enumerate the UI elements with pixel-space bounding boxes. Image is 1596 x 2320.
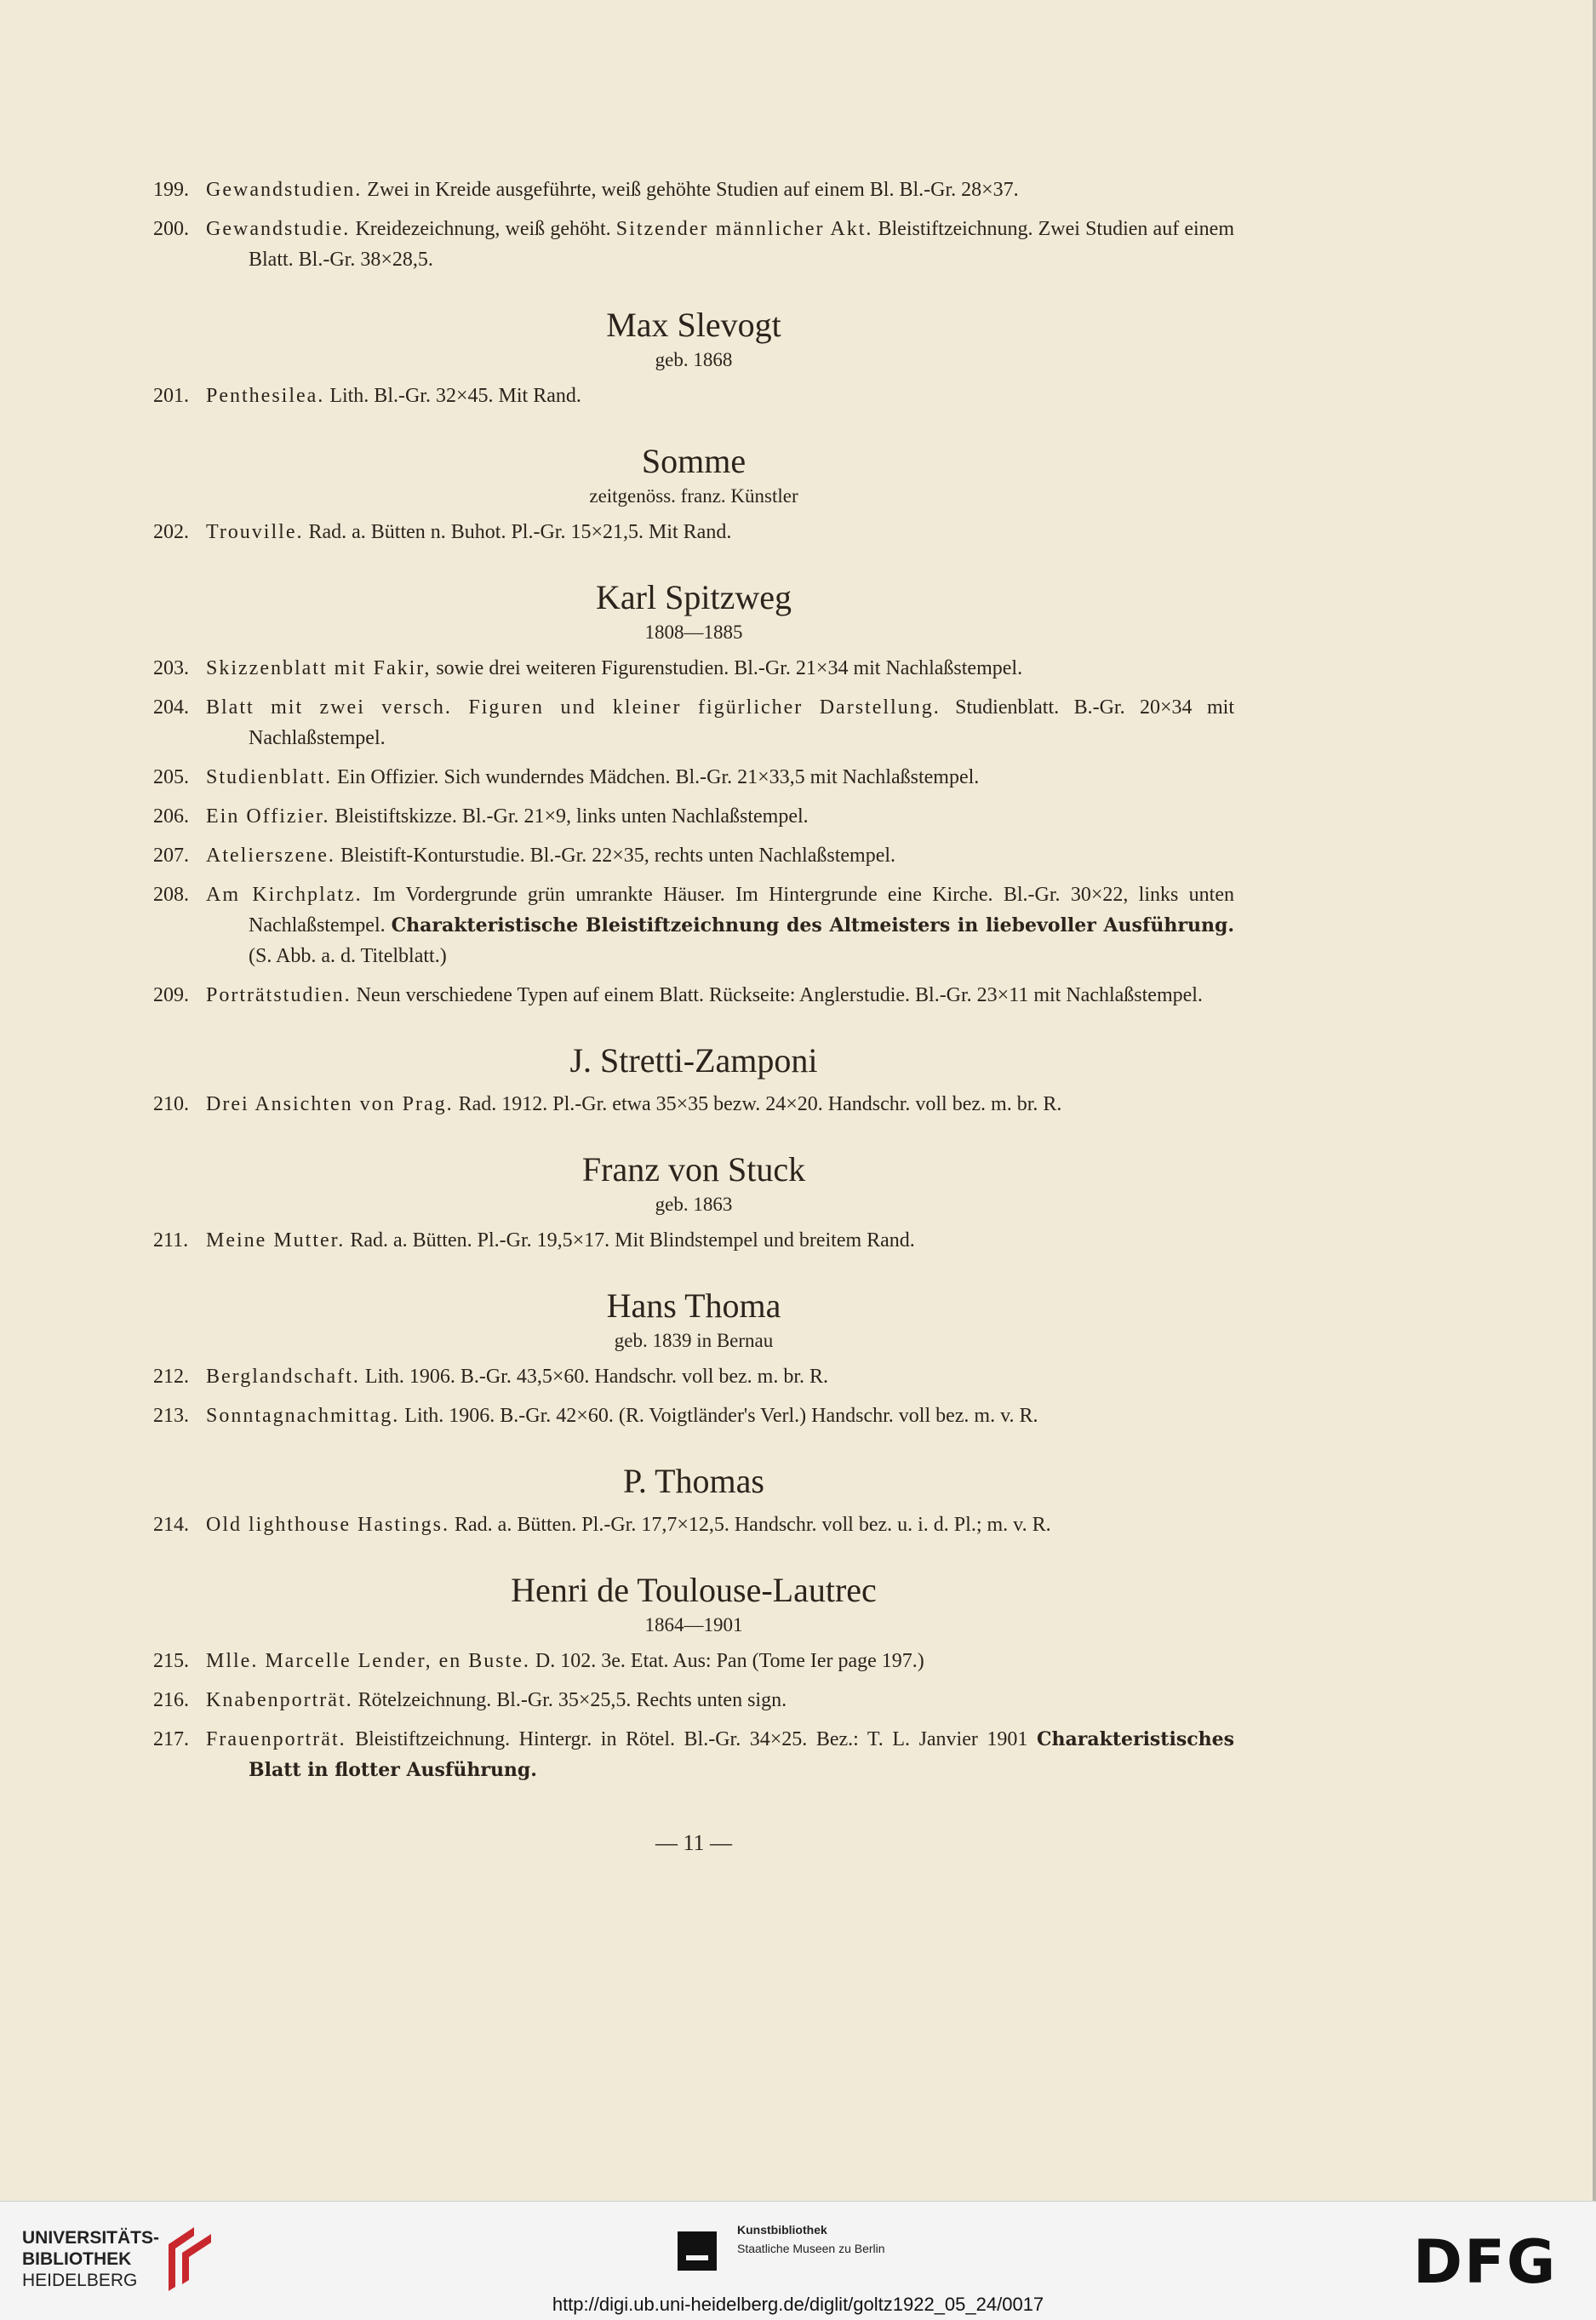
entry-199: 199. Gewandstudien. Zwei in Kreide ausgeführte, weiß gehöhte Studien auf einem Bl. Bl.-Gr. 28×37. — [153, 179, 1019, 201]
entry-202: 202. Trouville. Rad. a. Bütten n. Buhot. Pl.-Gr. 15×21,5. Mit Rand. — [153, 521, 732, 543]
artist-heading-thoma — [153, 1285, 1234, 1355]
entry-211: 211. Meine Mutter. Rad. a. Bütten. Pl.-Gr. 19,5×17. Mit Blindstempel und breitem Rand. — [153, 1229, 915, 1252]
entry-207: 207. Atelierszene. Bleistift-Konturstudie. Bl.-Gr. 22×35, rechts unten Nachlaßstempel. — [153, 845, 896, 867]
entry-204: 204. Blatt mit zwei versch. Figuren und kleiner figürlicher Darstellung. Studienblatt. B.-Gr. 20×34 mit Nachlaßstempel. — [153, 696, 1234, 749]
artist-heading-slevogt — [153, 304, 1234, 374]
entry-201: 201. Penthesilea. Lith. Bl.-Gr. 32×45. Mit Rand. — [153, 385, 581, 407]
permalink-url[interactable]: http://digi.ub.uni-heidelberg.de/diglit/goltz1922_05_24/0017 — [552, 2294, 1044, 2315]
dfg-logo[interactable]: DFG — [1413, 2227, 1558, 2297]
entry-212: 212. Berglandschaft. Lith. 1906. B.-Gr. 43,5×60. Handschr. voll bez. m. br. R. — [153, 1366, 829, 1388]
entry-210: 210. Drei Ansichten von Prag. Rad. 1912. Pl.-Gr. etwa 35×35 bezw. 24×20. Handschr. voll bez. m. br. R. — [153, 1093, 1062, 1115]
entry-200: 200. Gewandstudie. Kreidezeichnung, weiß gehöht. Sitzender männlicher Akt. Bleistiftzeichnung. Zwei Studien auf einem Blatt. Bl.-Gr. 38×28,5. — [153, 218, 1234, 271]
entry-216: 216. Knabenporträt. Rötelzeichnung. Bl.-Gr. 35×25,5. Rechts unten sign. — [153, 1689, 787, 1711]
artist-heading-thomas — [153, 1460, 1234, 1503]
artist-dates: geb. 1839 in Bernau — [614, 1330, 774, 1351]
artist-heading-stretti — [153, 1040, 1234, 1082]
artist-dates: geb. 1868 — [655, 349, 733, 370]
artist-name: J. Stretti-Zamponi — [569, 1041, 818, 1080]
university-library-logo[interactable]: UNIVERSITÄTS- BIBLIOTHEK HEIDELBERG — [22, 2228, 160, 2290]
artist-heading-stuck — [153, 1149, 1234, 1218]
kunstbibliothek-emblem-icon — [678, 2231, 717, 2271]
artist-name: Henri de Toulouse-Lautrec — [511, 1571, 877, 1609]
artist-dates: zeitgenöss. franz. Künstler — [589, 485, 798, 507]
entry-205: 205. Studienblatt. Ein Offizier. Sich wunderndes Mädchen. Bl.-Gr. 21×33,5 mit Nachlaßstempel. — [153, 766, 980, 788]
artist-name: Max Slevogt — [606, 306, 781, 344]
entry-213: 213. Sonntagnachmittag. Lith. 1906. B.-Gr. 42×60. (R. Voigtländer's Verl.) Handschr. voll bez. m. v. R. — [153, 1405, 1038, 1427]
artist-name: P. Thomas — [623, 1462, 764, 1500]
artist-heading-toulouse — [153, 1569, 1234, 1639]
artist-heading-somme — [153, 440, 1234, 510]
entry-215: 215. Mlle. Marcelle Lender, en Buste. D. 102. 3e. Etat. Aus: Pan (Tome Ier page 197.) — [153, 1650, 924, 1672]
artist-dates: 1808—1885 — [644, 622, 743, 643]
entry-208: 208. Am Kirchplatz. Im Vordergrunde grün umrankte Häuser. Im Hintergrunde eine Kirche. Bl.-Gr. 30×22, links unten Nachlaßstempel. Charakteristische Bleistiftzeichnung des Altmeisters in liebevoller Ausführung. (S. Abb. a. d. Titelblatt.) — [153, 884, 1234, 967]
viewer-footer: UNIVERSITÄTS- BIBLIOTHEK HEIDELBERG Kunstbibliothek Staatliche Museen zu Berlin DFG http://digi.ub.uni-heidelberg.de/diglit/goltz1922_05_24/0017 — [0, 2201, 1596, 2320]
artist-dates: 1864—1901 — [644, 1614, 743, 1635]
artist-dates: geb. 1863 — [655, 1194, 733, 1215]
artist-name: Karl Spitzweg — [596, 578, 792, 616]
entry-203: 203. Skizzenblatt mit Fakir, sowie drei weiteren Figurenstudien. Bl.-Gr. 21×34 mit Nachlaßstempel. — [153, 657, 1023, 679]
entry-217: 217. Frauenporträt. Bleistiftzeichnung. Hintergr. in Rötel. Bl.-Gr. 34×25. Bez.: T. L. Janvier 1901 Charakteristisches Blatt in flotter Ausführung. — [153, 1728, 1234, 1781]
entry-209: 209. Porträtstudien. Neun verschiedene Typen auf einem Blatt. Rückseite: Anglerstudie. Bl.-Gr. 23×11 mit Nachlaßstempel. — [153, 984, 1203, 1006]
catalog-text — [153, 175, 1234, 1859]
page-number: — 11 — — [655, 1830, 733, 1855]
university-emblem-icon — [160, 2219, 220, 2295]
entry-206: 206. Ein Offizier. Bleistiftskizze. Bl.-Gr. 21×9, links unten Nachlaßstempel. — [153, 805, 809, 828]
artist-name: Franz von Stuck — [581, 1150, 806, 1189]
artist-name: Somme — [641, 442, 747, 480]
artist-heading-spitzweg — [153, 576, 1234, 646]
entry-214: 214. Old lighthouse Hastings. Rad. a. Bütten. Pl.-Gr. 17,7×12,5. Handschr. voll bez. u. i. d. Pl.; m. v. R. — [153, 1514, 1051, 1536]
artist-name: Hans Thoma — [606, 1286, 781, 1325]
